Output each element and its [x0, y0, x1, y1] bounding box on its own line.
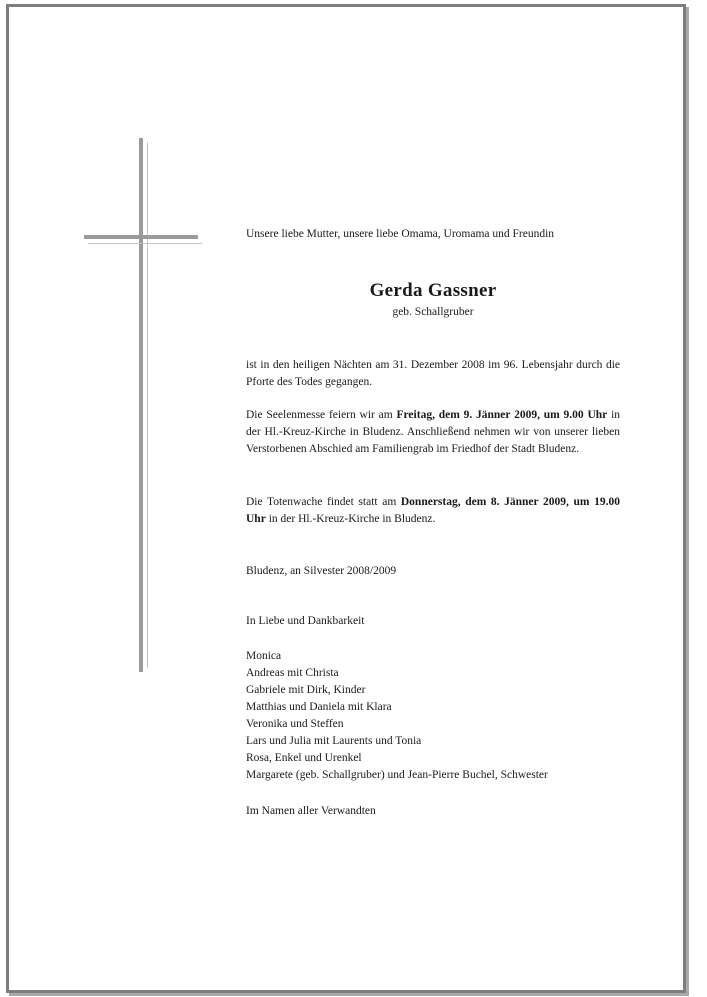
- mass-date: Freitag, dem 9. Jänner 2009, um 9.00 Uhr: [396, 409, 608, 421]
- wake-post: in der Hl.-Kreuz-Kirche in Bludenz.: [268, 513, 436, 525]
- deceased-name: Gerda Gassner: [369, 280, 497, 301]
- place-date: Bludenz, an Silvester 2008/2009: [246, 565, 397, 577]
- wake-paragraph: [246, 494, 620, 528]
- death-paragraph: ist in den heiligen Nächten am 31. Dezember 2008 im 96. Lebensjahr durch die Pforte des Todes gegangen.: [246, 359, 620, 388]
- signer: Monica: [246, 650, 282, 662]
- signer: Margarete (geb. Schallgruber) und Jean-Pierre Buchel, Schwester: [246, 769, 548, 781]
- intro-text: Unsere liebe Mutter, unsere liebe Omama, Uromama und Freundin: [246, 228, 555, 240]
- signer: Gabriele mit Dirk, Kinder: [246, 684, 366, 696]
- signer: Matthias und Daniela mit Klara: [246, 701, 392, 713]
- wake-date: Donnerstag, dem 8. Jänner 2009, um 19.00 Uhr: [246, 496, 620, 525]
- mass-post: in der Hl.-Kreuz-Kirche in Bludenz. Anschließend nehmen wir von unserer lieben Verstorbenen Abschied am Familiengrab im Friedhof der Stadt Bludenz.: [246, 409, 621, 455]
- signer: Veronika und Steffen: [246, 718, 344, 730]
- signers-list: [246, 648, 620, 784]
- signer: Andreas mit Christa: [246, 667, 339, 679]
- footer-line: Im Namen aller Verwandten: [246, 805, 376, 817]
- signer: Rosa, Enkel und Urenkel: [246, 752, 362, 764]
- signer: Lars und Julia mit Laurents und Tonia: [246, 735, 422, 747]
- mass-paragraph: [246, 407, 620, 458]
- mass-pre: Die Seelenmesse feiern wir am: [246, 409, 393, 421]
- closing-line: In Liebe und Dankbarkeit: [246, 615, 365, 627]
- wake-pre: Die Totenwache findet statt am: [246, 496, 397, 508]
- birth-name: geb. Schallgruber: [392, 306, 474, 318]
